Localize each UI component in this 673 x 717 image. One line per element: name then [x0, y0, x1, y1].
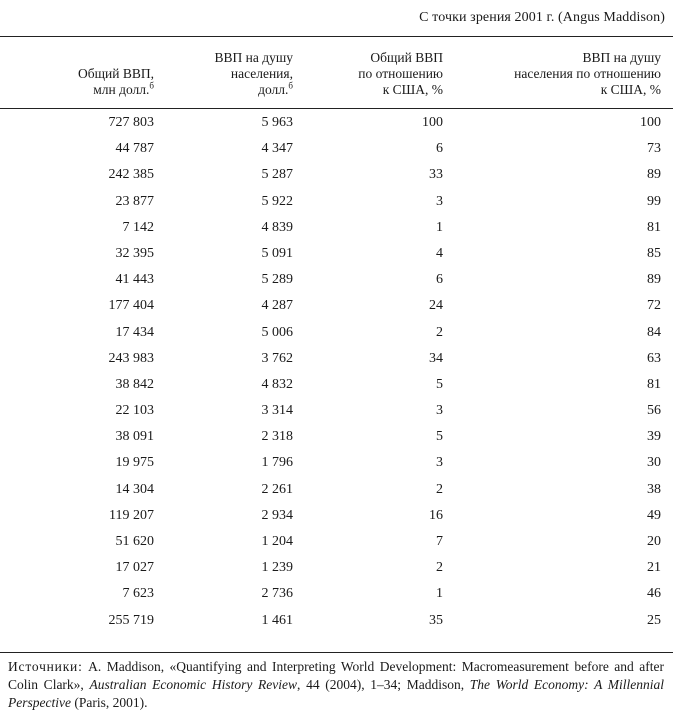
table-row [0, 164, 673, 190]
top-rule [0, 36, 673, 37]
cell-gdp-per-capita: 4 287 [261, 298, 293, 314]
table-row [0, 426, 673, 452]
cell-total-gdp: 19 975 [115, 455, 154, 471]
cell-gdp-per-capita-vs-usa: 100 [640, 115, 661, 130]
cell-total-gdp-vs-usa: 2 [436, 481, 443, 497]
cell-gdp-per-capita: 1 204 [261, 534, 293, 549]
table-row [0, 452, 673, 478]
cell-total-gdp: 243 983 [108, 350, 154, 366]
cell-gdp-per-capita: 1 461 [261, 612, 293, 628]
cell-gdp-per-capita: 5 006 [261, 324, 293, 340]
cell-total-gdp-vs-usa: 6 [436, 141, 443, 157]
cell-gdp-per-capita-vs-usa: 81 [647, 376, 661, 392]
cell-total-gdp-vs-usa: 3 [436, 193, 443, 209]
cell-total-gdp: 51 620 [115, 534, 154, 549]
table-row [0, 112, 673, 138]
table-row [0, 191, 673, 217]
table-row [0, 295, 673, 321]
cell-gdp-per-capita: 1 239 [261, 560, 293, 576]
cell-gdp-per-capita-vs-usa: 89 [647, 167, 661, 183]
cell-total-gdp-vs-usa: 1 [436, 219, 443, 235]
cell-gdp-per-capita: 2 736 [261, 586, 293, 602]
table-row [0, 348, 673, 374]
cell-gdp-per-capita-vs-usa: 30 [647, 455, 661, 471]
cell-total-gdp: 14 304 [115, 481, 154, 497]
header-total-gdp: Общий ВВП, млн долл.$^б$ [78, 66, 154, 97]
table-row [0, 505, 673, 531]
sources-text-2: , 44 (2004), 1–34; Maddison, [297, 677, 470, 692]
cell-total-gdp-vs-usa: 2 [436, 560, 443, 576]
sources-journal: Australian Economic History Review [89, 677, 298, 692]
table-row [0, 217, 673, 243]
cell-total-gdp-vs-usa: 7 [436, 534, 443, 549]
cell-total-gdp-vs-usa: 4 [436, 245, 443, 261]
cell-gdp-per-capita-vs-usa: 39 [647, 429, 661, 445]
sources-text-1: A. Maddison, «Quantifying and Interpreting World Development: Macromeasurement before and after Colin Clark», [8, 659, 664, 692]
sources-text-3: (Paris, 2001). [70, 695, 148, 710]
cell-total-gdp: 32 395 [115, 245, 154, 261]
cell-gdp-per-capita-vs-usa: 99 [647, 193, 661, 209]
bottom-rule [0, 652, 673, 653]
cell-gdp-per-capita: 2 934 [261, 507, 293, 523]
cell-total-gdp-vs-usa: 3 [436, 455, 443, 471]
cell-gdp-per-capita-vs-usa: 49 [647, 507, 661, 523]
table-row [0, 610, 673, 636]
table-row [0, 400, 673, 426]
cell-total-gdp: 44 787 [115, 141, 154, 157]
header-gdp-per-capita-vs-usa: ВВП на душу населения по отношению к США, % [514, 50, 661, 97]
table-row [0, 479, 673, 505]
cell-total-gdp: 17 434 [115, 324, 154, 340]
sources-note [8, 658, 664, 712]
cell-gdp-per-capita-vs-usa: 73 [647, 141, 661, 157]
cell-gdp-per-capita-vs-usa: 46 [647, 586, 661, 602]
cell-total-gdp-vs-usa: 5 [436, 376, 443, 392]
cell-gdp-per-capita-vs-usa: 72 [647, 298, 661, 314]
cell-total-gdp: 7 623 [122, 586, 154, 602]
cell-gdp-per-capita: 3 762 [261, 350, 293, 366]
cell-total-gdp: 22 103 [115, 403, 154, 419]
cell-total-gdp: 7 142 [122, 219, 154, 235]
cell-total-gdp: 23 877 [115, 193, 154, 209]
cell-gdp-per-capita: 5 091 [261, 245, 293, 261]
cell-gdp-per-capita: 2 318 [261, 429, 293, 445]
cell-gdp-per-capita-vs-usa: 21 [647, 560, 661, 576]
cell-gdp-per-capita-vs-usa: 56 [647, 403, 661, 419]
cell-total-gdp-vs-usa: 16 [429, 507, 443, 523]
cell-total-gdp: 727 803 [108, 115, 154, 130]
cell-total-gdp: 17 027 [115, 560, 154, 576]
cell-total-gdp-vs-usa: 2 [436, 324, 443, 340]
cell-total-gdp: 255 719 [108, 612, 154, 628]
cell-total-gdp: 41 443 [115, 272, 154, 288]
cell-gdp-per-capita-vs-usa: 63 [647, 350, 661, 366]
cell-total-gdp: 119 207 [109, 507, 154, 523]
cell-gdp-per-capita-vs-usa: 89 [647, 272, 661, 288]
cell-gdp-per-capita-vs-usa: 20 [647, 534, 661, 549]
cell-total-gdp-vs-usa: 6 [436, 272, 443, 288]
cell-total-gdp-vs-usa: 5 [436, 429, 443, 445]
table-row [0, 322, 673, 348]
table-body [0, 112, 673, 636]
cell-gdp-per-capita: 3 314 [261, 403, 293, 419]
cell-gdp-per-capita-vs-usa: 84 [647, 324, 661, 340]
header-total-gdp-vs-usa: Общий ВВП по отношению к США, % [358, 50, 443, 97]
cell-gdp-per-capita-vs-usa: 85 [647, 245, 661, 261]
cell-total-gdp: 38 842 [115, 376, 154, 392]
cell-gdp-per-capita: 5 963 [261, 115, 293, 130]
table-row [0, 138, 673, 164]
header-rule [0, 108, 673, 109]
cell-gdp-per-capita: 1 796 [261, 455, 293, 471]
cell-gdp-per-capita-vs-usa: 81 [647, 219, 661, 235]
table-row [0, 269, 673, 295]
cell-gdp-per-capita: 5 922 [261, 193, 293, 209]
cell-total-gdp-vs-usa: 34 [429, 350, 443, 366]
cell-total-gdp-vs-usa: 100 [422, 115, 443, 130]
cell-total-gdp-vs-usa: 1 [436, 586, 443, 602]
cell-total-gdp-vs-usa: 24 [429, 298, 443, 314]
table-row [0, 243, 673, 269]
cell-total-gdp: 38 091 [115, 429, 154, 445]
cell-gdp-per-capita: 5 289 [261, 272, 293, 288]
cell-total-gdp: 242 385 [108, 167, 154, 183]
cell-total-gdp: 177 404 [108, 298, 154, 314]
cell-gdp-per-capita-vs-usa: 25 [647, 612, 661, 628]
cell-gdp-per-capita: 5 287 [261, 167, 293, 183]
cell-gdp-per-capita: 4 832 [261, 376, 293, 392]
table-row [0, 374, 673, 400]
cell-gdp-per-capita: 2 261 [261, 481, 293, 497]
cell-gdp-per-capita-vs-usa: 38 [647, 481, 661, 497]
table-header [0, 42, 673, 102]
header-gdp-per-capita: ВВП на душу населения, долл.$^б$ [214, 50, 293, 97]
table-row [0, 583, 673, 609]
table-row [0, 557, 673, 583]
cell-total-gdp-vs-usa: 35 [429, 612, 443, 628]
table-row [0, 531, 673, 557]
cell-gdp-per-capita: 4 839 [261, 219, 293, 235]
cell-gdp-per-capita: 4 347 [261, 141, 293, 157]
cell-total-gdp-vs-usa: 3 [436, 403, 443, 419]
cell-total-gdp-vs-usa: 33 [429, 167, 443, 183]
sources-book: The World Economy: A Millennial Perspective [8, 677, 665, 710]
sources-label: Источники: [8, 659, 83, 674]
table-caption: С точки зрения 2001 г. (Angus Maddison) [419, 10, 665, 25]
